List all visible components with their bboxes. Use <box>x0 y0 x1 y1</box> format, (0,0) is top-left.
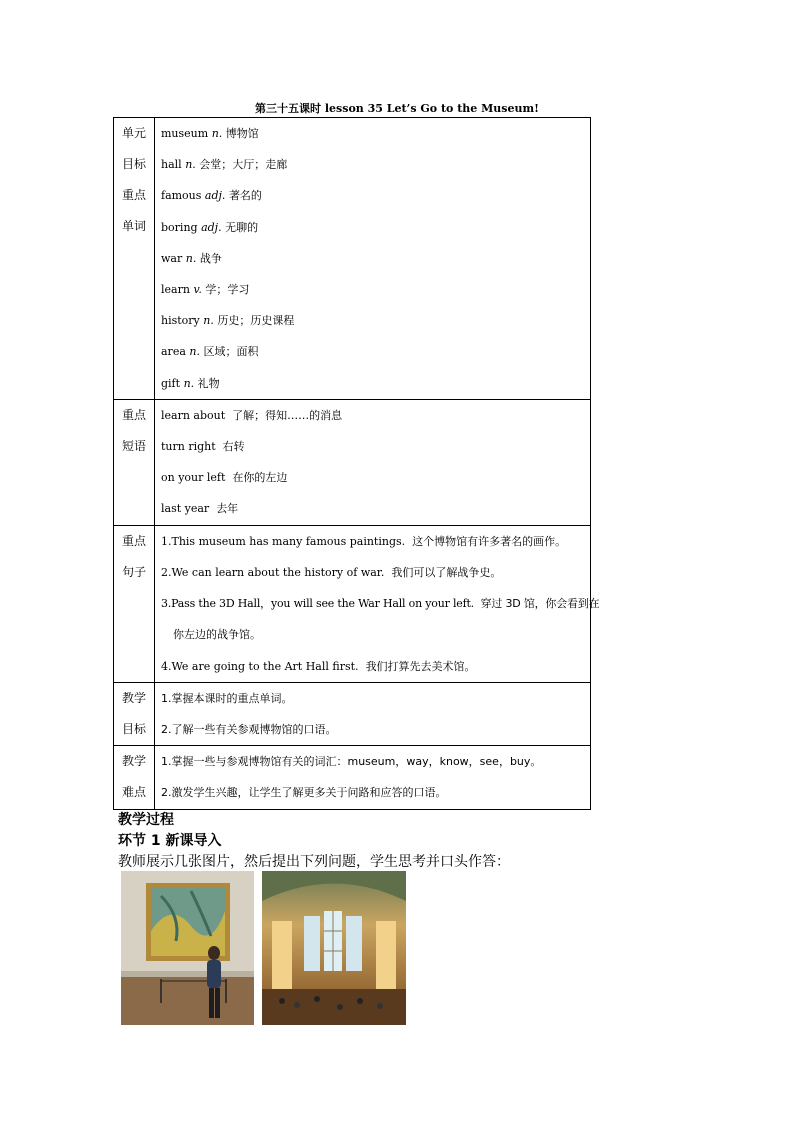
row-content <box>155 746 591 809</box>
step1-text: 教师展示几张图片，然后提出下列问题，学生思考并口头作答： <box>118 854 510 870</box>
grand-hall-photo <box>262 871 406 1025</box>
phrase-item: turn right 右转 <box>161 440 245 454</box>
row-label-line: 难点 <box>121 785 146 800</box>
table-row-sentences <box>114 525 591 682</box>
process-heading: 教学过程 <box>118 812 174 828</box>
phrase-item: on your left 在你的左边 <box>161 471 288 485</box>
table-row-difficulties <box>114 746 591 809</box>
goal-item: 2.了解一些有关参观博物馆的口语。 <box>161 723 337 737</box>
row-label-line: 教学 <box>121 754 146 769</box>
vocab-item: learn v. 学；学习 <box>161 283 250 297</box>
museum-painting-photo <box>121 871 254 1025</box>
vocab-item: hall n. 会堂；大厅；走廊 <box>161 158 288 172</box>
difficulty-item: 1.掌握一些与参观博物馆有关的词汇：museum，way，know，see，buy。 <box>161 755 542 769</box>
goal-item: 1.掌握本课时的重点单词。 <box>161 691 293 705</box>
row-content <box>155 118 591 400</box>
row-label <box>114 118 155 400</box>
phrase-item: learn about 了解；得知……的消息 <box>161 408 343 422</box>
row-content <box>155 399 591 525</box>
sentence-item: 4.We are going to the Art Hall first. 我们打算先去美术馆。 <box>161 659 476 673</box>
row-label-line: 单元 <box>121 126 146 140</box>
row-label-line: 重点 <box>121 533 146 548</box>
row-label <box>114 525 155 682</box>
vocab-item: area n. 区域；面积 <box>161 345 259 359</box>
sentence-item-continued: 你左边的战争馆。 <box>173 628 261 642</box>
page-title: 第三十五课时 lesson 35 Let’s Go to the Museum! <box>255 102 539 115</box>
row-content <box>155 682 591 745</box>
vocab-item: history n. 历史；历史课程 <box>161 314 295 328</box>
table-row-teaching-goals <box>114 682 591 745</box>
row-content <box>155 525 600 682</box>
row-label-line: 教学 <box>121 690 146 705</box>
vocab-item: museum n. 博物馆 <box>161 127 259 140</box>
lesson-table <box>113 117 600 810</box>
row-label <box>114 682 155 745</box>
sentence-item: 1.This museum has many famous paintings. 这个博物馆有许多著名的画作。 <box>161 534 567 548</box>
row-label <box>114 399 155 525</box>
table-row-phrases <box>114 399 591 525</box>
row-label-line: 句子 <box>121 564 146 579</box>
sentence-item: 2.We can learn about the history of war. 我们可以了解战争史。 <box>161 566 502 580</box>
row-label-line: 目标 <box>121 157 146 171</box>
row-label-line: 短语 <box>121 438 146 453</box>
difficulty-item: 2.激发学生兴趣，让学生了解更多关于问路和应答的口语。 <box>161 786 447 800</box>
step1-heading: 环节 1 新课导入 <box>118 833 222 849</box>
sentence-item: 3.Pass the 3D Hall，you will see the War Hall on your left. 穿过 3D 馆，你会看到在 <box>161 597 600 611</box>
vocab-item: famous adj. 著名的 <box>161 189 262 203</box>
vocab-item: war n. 战争 <box>161 251 222 265</box>
table-row-vocabulary <box>114 118 591 400</box>
row-label <box>114 746 155 809</box>
phrase-item: last year 去年 <box>161 502 239 516</box>
vocab-item: boring adj. 无聊的 <box>161 220 259 234</box>
row-label-line: 重点 <box>121 407 146 422</box>
row-label-line: 目标 <box>121 721 146 736</box>
row-label-line: 重点 <box>121 188 146 202</box>
row-label-line: 单词 <box>121 219 146 233</box>
vocab-item: gift n. 礼物 <box>161 376 220 390</box>
